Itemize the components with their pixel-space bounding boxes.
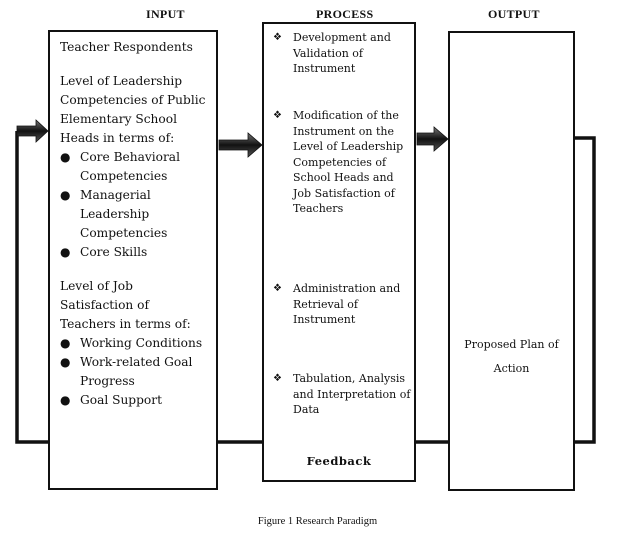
process-item-label: Administration and Retrieval of Instrument [293, 282, 401, 326]
arrow-process-to-output [417, 127, 448, 151]
leadership-item-label: Managerial Leadership Competencies [80, 188, 168, 240]
bullet-icon: ● [60, 355, 71, 369]
bullet-icon: ● [60, 336, 71, 350]
diamond-bullet-icon: ❖ [273, 32, 282, 43]
bullet-icon: ● [60, 245, 71, 259]
diamond-bullet-icon: ❖ [273, 373, 282, 384]
arrow-input-to-process [219, 133, 262, 157]
process-item-label: Modification of the Instrument on the Level of Leadership Competencies of School Heads and Job Satisfaction of Teachers [293, 109, 404, 215]
output-header: OUTPUT [488, 7, 540, 21]
satisfaction-intro: Level of Job Satisfaction of Teachers in terms of: [60, 279, 191, 331]
satisfaction-item-label: Working Conditions [80, 336, 203, 350]
bullet-icon: ● [60, 150, 71, 164]
output-text: Proposed Plan of Action [464, 338, 559, 375]
input-title: Teacher Respondents [60, 40, 193, 54]
process-item-label: Development and Validation of Instrument [293, 31, 391, 75]
satisfaction-item-label: Work-related Goal Progress [80, 355, 193, 388]
input-header: INPUT [146, 7, 185, 21]
diamond-bullet-icon: ❖ [273, 110, 282, 121]
process-item-label: Tabulation, Analysis and Interpretation of Data [293, 372, 411, 416]
arrow-into-input [17, 120, 48, 142]
leadership-item-label: Core Skills [80, 245, 148, 259]
diamond-bullet-icon: ❖ [273, 283, 282, 294]
feedback-label: Feedback [306, 454, 372, 468]
bullet-icon: ● [60, 393, 71, 407]
leadership-item-label: Core Behavioral Competencies [80, 150, 180, 183]
leadership-intro: Level of Leadership Competencies of Public Elementary School Heads in terms of: [60, 74, 206, 145]
satisfaction-item-label: Goal Support [80, 393, 162, 407]
bullet-icon: ● [60, 188, 71, 202]
figure-caption: Figure 1 Research Paradigm [257, 516, 378, 527]
process-header: PROCESS [316, 7, 374, 21]
